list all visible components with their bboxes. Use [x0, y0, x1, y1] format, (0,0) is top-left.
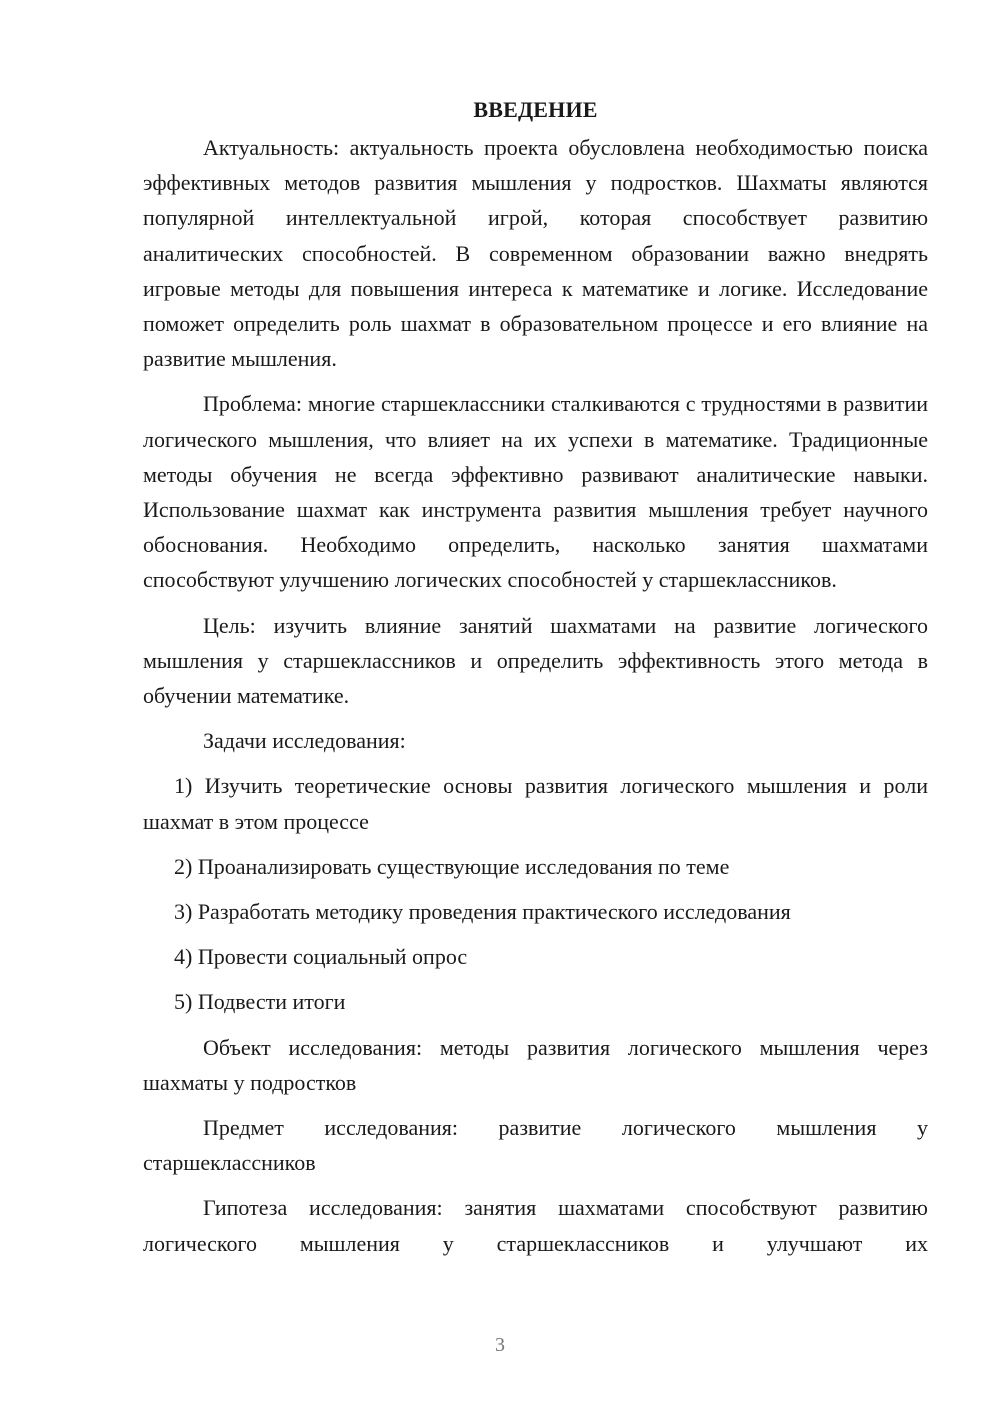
relevance-paragraph: Актуальность: актуальность проекта обусловлена необходимостью поиска эффективных методов развития мышления у подростков. Шахматы являются популярной интеллектуальной игрой, которая способствует развитию аналитических способностей. В современном образовании важно внедрять игровые методы для повышения интереса к математике и логике. Исследование поможет определить роль шахмат в образовательном процессе и его влияние на развитие мышления. [143, 135, 928, 372]
object-paragraph: Объект исследования: методы развития логического мышления через шахматы у подростков [143, 1034, 928, 1095]
problem-paragraph: Проблема: многие старшеклассники сталкиваются с трудностями в развитии логического мышления, что влияет на их успехи в математике. Традиционные методы обучения не всегда эффективно развивают аналитические навыки. Использование шахмат как инструмента развития мышления требует научного обоснования. Необходимо определить, насколько занятия шахматами способствуют улучшению логических способностей у старшеклассников. [143, 391, 928, 593]
task-item-3: 3) Разработать методику проведения практического исследования [174, 899, 791, 925]
page-number: 3 [495, 1334, 505, 1356]
task-item-2: 2) Проанализировать существующие исследования по теме [174, 853, 730, 879]
hypothesis-paragraph: Гипотеза исследования: занятия шахматами способствуют развитию логического мышления у старшеклассников и улучшают их [143, 1195, 928, 1256]
document-page [143, 92, 928, 1271]
goal-paragraph: Цель: изучить влияние занятий шахматами на развитие логического мышления у старшеклассников и определить эффективность этого метода в обучении математике. [143, 612, 928, 709]
subject-paragraph: Предмет исследования: развитие логического мышления у старшеклассников [143, 1115, 928, 1176]
task-item-5: 5) Подвести итоги [174, 989, 346, 1015]
tasks-title: Задачи исследования: [203, 728, 406, 754]
task-item-1: 1) Изучить теоретические основы развития логического мышления и роли шахмат в этом процессе [143, 773, 928, 834]
page-title: ВВЕДЕНИЕ [473, 97, 598, 122]
task-item-4: 4) Провести социальный опрос [174, 944, 468, 970]
